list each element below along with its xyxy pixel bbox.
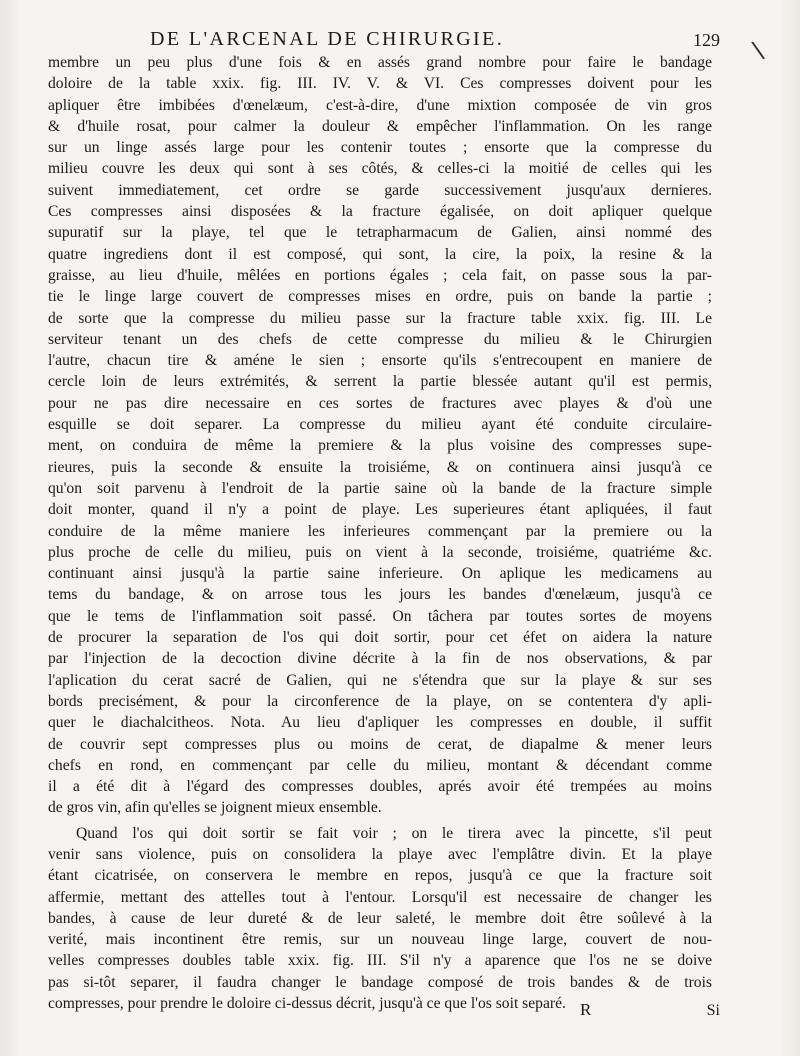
paragraph: [48, 823, 712, 1015]
text-line: tie le linge large couvert de compresses mises en ordre, puis on bande la partie ;: [48, 288, 712, 306]
text-line: quer le diachalcitheos. Nota. Au lieu d'apliquer les compresses en double, il suffit: [48, 714, 712, 732]
margin-mark: \: [749, 35, 767, 65]
text-line: & d'huile rosat, pour calmer la douleur & empêcher l'inflammation. On les range: [48, 117, 712, 135]
text-line: pas si-tôt separer, il faudra changer le bandage composé de trois bandes & de trois: [48, 973, 712, 991]
text-line: suivent immediatement, cet ordre se garde successivement jusqu'aux dernieres.: [48, 181, 712, 199]
catchword: Si: [706, 1002, 720, 1019]
text-line: de gros vin, afin qu'elles se joignent mieux ensemble.: [48, 799, 382, 817]
signature-mark: R: [580, 1000, 592, 1019]
text-line: quatre ingrediens dont il est composé, qui sont, la cire, la poix, la resine & la: [48, 245, 712, 263]
text-line: compresses, pour prendre le doloire ci-dessus décrit, jusqu'à ce que l'os soit separé.: [48, 995, 566, 1013]
text-line: que le tems de l'inflammation soit passé. On tâchera par toutes sortes de moyens: [48, 607, 712, 625]
text-line: il a été dit à l'égard des compresses doubles, aprés avoir été trempées au moins: [48, 778, 712, 796]
text-line: plus proche de celle du milieu, puis on vient à la seconde, troisiéme, quatriéme &c.: [48, 543, 712, 561]
text-line: bords precisément, & pour la circonference de la playe, on se contentera d'y apli-: [48, 692, 712, 710]
text-line: bandes, à cause de leur dureté & de leur saleté, le membre doit être soûlevé à la: [48, 909, 712, 927]
body-text: [48, 52, 712, 1014]
page-number: 129: [693, 30, 720, 50]
text-line: serviteur tenant un des chefs de cette compresse du milieu & le Chirurgien: [48, 330, 712, 348]
text-line: membre un peu plus d'une fois & en assés grand nombre pour faire le bandage: [48, 54, 712, 71]
text-line: graisse, au lieu d'huile, mêlées en portions égales ; cela fait, on passe sous la par-: [48, 266, 712, 284]
text-line: velles compresses doubles table xxix. fig. III. S'il n'y a aparence que l'os ne se doive: [48, 952, 712, 970]
text-line: sur un linge assés large pour les contenir toutes ; ensorte que la compresse du: [48, 139, 712, 157]
text-line: affermie, mettant des attelles tout à l'entour. Lorsqu'il est necessaire de changer les: [48, 888, 712, 906]
running-title: DE L'ARCENAL DE CHIRURGIE.: [150, 28, 505, 50]
text-line: continuant ainsi jusqu'à la partie saine inferieure. On aplique les medicamens au: [48, 565, 712, 583]
text-line: doit monter, quand il n'y a point de playe. Les superieures étant apliquées, il faut: [48, 501, 712, 519]
text-line: rieures, puis la seconde & ensuite la troisiéme, & on continuera ainsi jusqu'à ce: [48, 458, 712, 476]
text-line: de couvrir sept compresses plus ou moins de cerat, de diapalme & mener leurs: [48, 735, 712, 753]
page-header: [48, 28, 720, 54]
text-line: l'aplication du cerat sacré de Galien, qui ne s'étendra que sur la playe & sur ses: [48, 671, 712, 689]
text-line: supuratif sur la playe, tel que le tetrapharmacum de Galien, ainsi nommé des: [48, 224, 712, 242]
text-line: de procurer la separation de l'os qui doit sortir, pour cet éfet on aidera la nature: [48, 629, 712, 647]
text-line: apliquer être imbibées d'œnelæum, c'est-à-dire, d'une mixtion composée de vin gros: [48, 96, 712, 114]
text-line: qu'on soit parvenu à l'endroit de la partie saine où la bande de la fracture simple: [48, 479, 712, 497]
text-line: ment, on conduira de même la premiere & la plus voisine des compresses supe-: [48, 437, 712, 455]
text-line: esquille se doit separer. La compresse du milieu ayant été conduite circulaire-: [48, 416, 712, 434]
text-line: chefs en rond, en commençant par celle du milieu, montant & décendant comme: [48, 756, 712, 774]
text-line: doloire de la table xxix. fig. III. IV. V. & VI. Ces compresses doivent pour les: [48, 75, 712, 93]
paragraph: [48, 52, 712, 819]
text-line: conduire de la même maniere les inferieures commençant par la premiere ou la: [48, 522, 712, 540]
text-line: Ces compresses ainsi disposées & la fracture égalisée, on doit apliquer quelque: [48, 203, 712, 221]
text-line: par l'injection de la decoction divine décrite à la fin de nos observations, & par: [48, 650, 712, 668]
text-line: pour ne pas dire necessaire en ces sortes de fractures avec playes & d'où une: [48, 394, 712, 412]
text-line: verité, mais incontinent être remis, sur un nouveau linge large, couvert de nou-: [48, 931, 712, 949]
text-line: étant cicatrisée, on conservera le membre en repos, jusqu'à ce que la fracture soit: [48, 867, 712, 885]
text-line: Quand l'os qui doit sortir se fait voir ; on le tirera avec la pincette, s'il peut: [76, 824, 712, 842]
text-line: milieu couvre les deux qui sont à ses côtés, & celles-ci la moitié de celles qui les: [48, 160, 712, 178]
text-line: l'autre, chacun tire & améne le sien ; ensorte qu'ils s'entrecoupent en maniere de: [48, 352, 712, 370]
text-line: cercle loin de leurs extrémités, & serrent la partie blessée autant qu'il est permis,: [48, 373, 712, 391]
text-line: tems du bandage, & on arrose tous les jours les bandes d'œnelæum, jusqu'à ce: [48, 586, 712, 604]
text-line: venir sans violence, puis on consolidera la playe avec l'emplâtre divin. Et la playe: [48, 845, 712, 863]
text-line: de sorte que la compresse du milieu passe sur la fracture table xxix. fig. III. Le: [48, 309, 712, 327]
page-footer: [48, 1000, 720, 1022]
